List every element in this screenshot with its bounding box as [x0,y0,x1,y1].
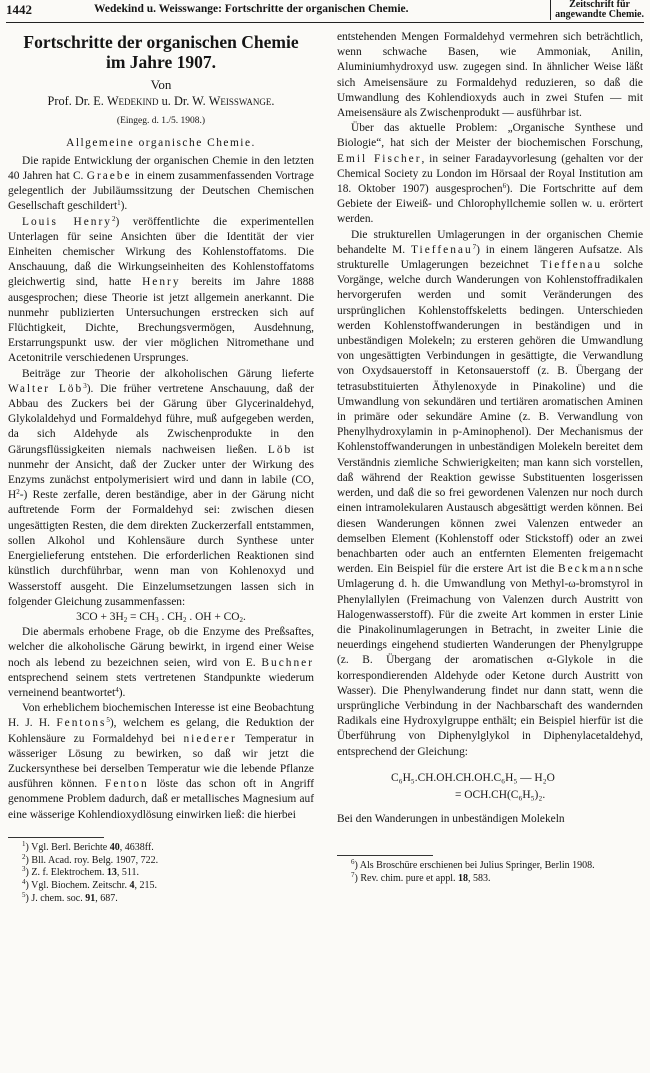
journal-line-2: angewandte Chemie. [555,9,644,20]
paragraph: Louis Henry$^2$) veröffentlichte die experimentellen Unterlagen für seine Ansichten über die Identität der vier Einheiten chemischer Wirkung des Kohlenstoffatoms. Die Anschauung, daß die Wirkungseinheiten des Kohlenstoffatoms gleichwertig sind, hatte Henry bereits im Jahre 1888 ausgesprochen; diese Theorie ist jetzt allgemein anerkannt. Die nunmehr publizierten Untersuchungen erstrecken sich auf Flüchtigkeit, Dichte, Brechungsvermögen, Ausdehnung, Erstarrungspunkt usw. der vier möglichen Nitromethane und Acetonitrile verschiedenen Ursprunges. [8,214,314,365]
page-header [6,2,644,23]
footnote: $^4$) Vgl. Biochem. Zeitschr. 4, 215. [22,878,157,892]
footnote: $^1$) Vgl. Berl. Berichte 40, 4638ff. [22,839,154,853]
author-weisswange: Weisswange [208,94,272,109]
journal-name [550,0,644,20]
article-title [8,32,314,72]
page-number: 1442 [6,2,32,17]
right-column [337,30,643,886]
paragraph: Die rapide Entwicklung der organischen Chemie in den letzten 40 Jahren hat C. Graebe in einem zusammenfassenden Vortrage gelegentlich der Jubiläumssitzung der Deutschen Chemischen Gesellschaft geschildert$^1$). [8,154,314,213]
authors-line: Prof. Dr. E. Wedekind u. Dr. W. Weisswange. [47,94,275,109]
formula-line-2: = OCH.CH(C₆H₅)₂. [455,788,546,801]
footnote: $^7$) Rev. chim. pure et appl. 18, 583. [351,870,491,884]
footnote: $^6$) Als Broschüre erschienen bei Julius Springer, Berlin 1908. [351,857,595,871]
journal-line-1: Zeitschrift für [569,0,630,10]
paragraph: Von erheblichem biochemischen Interesse ist eine Beobachtung H. J. H. Fentons$^5$), welchem es gelang, die Reduktion der Kohlensäure zu Formaldehyd bei niederer Temperatur in wässeriger Lösung zu bewirken, so daß wir jetzt die Zuckersynthese bei derselben Temperatur wie die lebende Pflanze ausführen können. Fenton löste das schon oft in Angriff genommene Problem dadurch, daß er metallisches Magnesium auf eine wässerige Kohlendioxydlösung einwirken ließ: die hierbei [8,702,314,821]
footnotes-left [8,839,314,906]
paragraph: Über das aktuelle Problem: „Organische Synthese und Biologie“, hat sich der Meister der biochemischen Forschung, Emil Fischer, in seiner Faradayvorlesung (gehalten vor der Chemical Society zu London im Hörsaal der Royal Institution am 18. Oktober 1907) ausgesprochen$^6$). Die Fortschritte auf dem Gebiete der Eiweiß- und Chlorophyllchemie sollen w. u. erörtert werden. [337,122,643,226]
section-heading: Allgemeine organische Chemie. [66,136,256,149]
footnote: $^2$) Bll. Acad. roy. Belg. 1907, 722. [22,852,159,866]
equation-fermentation: $3CO + 3H_2 = CH_3$ . $CH_2$ . OH + $CO_2$. [76,610,246,624]
footnote-rule [8,837,104,838]
byline-von: Von [150,77,172,92]
title-line-2: im Jahre 1907. [105,52,217,72]
footnote: $^3$) Z. f. Elektrochem. 13, 511. [22,865,139,879]
left-column [8,30,314,906]
paragraph: entstehenden Mengen Formaldehyd vermehren sich beträchtlich, wenn schwache Basen, wie Ammoniak, Anilin, Aluminiumhydroxyd usw. zugegen sind. In ähnlicher Weise läßt sich Ameisensäure zu Formaldehyd reduzieren, so daß die Umwandlung des Kohlendioxyds auch in zwei Stufen — mit Ameisensäure als Zwischenprodukt — ausführbar ist. [337,31,643,120]
formula-line-1: C₆H₅.CH.OH.CH.OH.C₆H₅ — H₂O [391,771,555,784]
paragraph: Beiträge zur Theorie der alkoholischen Gärung lieferte Walter Löb$^3$). Die früher vertretene Anschauung, daß der Abbau des Zuckers bei der Gärung über Glycerinaldehyd, Glykolaldehyd und Formaldehyd führe, muß aufgegeben werden, da sich Aldehyde als Zwischenprodukte in den Gärungsflüssigkeiten niemals nachweisen ließen. Löb ist nunmehr der Ansicht, daß der Zucker unter der Wirkung des Enzyms zunächst entpolymerisiert wird und dann in labile (CO, $H^2-$) Reste zerfalle, deren beständige, aber in der Gärung nicht auftretende Form der Formaldehyd sei: zwischen diesen ungesättigten Resten, die dem direkten Zuckerzerfall entstammen, sollen Alkohol und Kohlensäure durch Synthese unter Energielieferung entstehen. Die erforderlichen Reaktionen sind künstlich durchführbar, wenn man von Kohlenoxyd und Wasserstoff ausgeht. Die Einzelumsetzungen lassen sich in folgender Gleichung zusammenfassen: [8,367,314,608]
footnote-rule [337,855,433,856]
received-date: (Eingeg. d. 1./5. 1908.) [116,116,206,127]
paragraph: Die abermals erhobene Frage, ob die Enzyme des Preßsaftes, welcher die alkoholische Gärung bewirkt, in irgend einer Weise noch als lebend zu bezeichnen seien, wird von E. Buchner entsprechend seinem stets vertretenen Standpunkte wiederum verneinend beantwortet$^4$). [8,626,314,699]
paragraph: Bei den Wanderungen in unbeständigen Molekeln [337,812,565,825]
title-line-1: Fortschritte der organischen Chemie [23,32,299,52]
equation-diphenylglycol [391,770,643,804]
footnote: $^5$) J. chem. soc. 91, 687. [22,890,118,904]
author-wedekind: Wedekind [106,94,159,109]
running-title: Wedekind u. Weisswange: Fortschritte der organischen Chemie. [94,3,409,15]
footnotes-right [337,857,643,886]
paragraph: Die strukturellen Umlagerungen in der organischen Chemie behandelte M. Tieffenau$^7$) in einem längeren Aufsatze. Als strukturelle Umlagerungen bezeichnet Tieffenau solche Vorgänge, welche durch Wanderungen von Kohlenstoffradikalen hervorgerufen werden und somit Veränderungen des ursprünglichen Kohlenstoffskeletts bedingen. Unterschieden werden Kohlenstoffwanderungen in beständigen und in unbeständigen Molekeln; zu ersteren gehören die Umwandlung von ungesättigten Verbindungen in gesättigte, die Verwandlung von Oxydsauerstoff in Ketonsauerstoff (z. B. Übergang der tetrasubstituierten Äthylenoxyde in Pinakoline) und die Umwandlung von sekundären und tertiären aromatischen Aminen in primäre oder sekundäre Amine (z. B. Verwandlung von Phenylhydroxylamin in p-Aminophenol). Der Mechanismus der Kohlenstoffwanderungen in unbeständigen Molekeln bereitet dem Verständnis ziemliche Schwierigkeiten; man kann sich vorstellen, daß während der Reaktion gewisse Substituenten losgerissen werden, und daß die so frei gewordenen Valenzen nur noch durch einen intramolekularen Austausch abgesättigt werden können. Bei diesen Wanderungen können zwei Valenzen entweder an demselben Element (Kohlenstoff oder Stickstoff) oder an zwei benachbarten oder auch an entfernten Elementen freigemacht werden. Ein Beispiel für die erstere Art ist die Beckmannsche Umlagerung d. h. die Umwandlung von Methyl-ω-bromstyrol in Phenylallylen (Freimachung von Valenzen durch Austritt von Halogenwasserstoff). Für die zweite Art kommen in erster Linie die Pinakolinumlagerungen in Betracht, in zweiter Linie die neuerdings eingehend studierten Wanderungen der Phenylgruppe (z. B. Übergang der aromatischen α-Glykole in die korrespondierenden Aldehyde oder Ketone durch Austritt von Wasser). Die Phenylwanderung findet nur dann statt, wenn die ursprüngliche Verbindung in der Nachbarschaft des wandernden Radikals eine Hydroxylgruppe enthält; ein Beispiel hierfür ist die Überführung von Diphenylglykol in Diphenylacetaldehyd, entsprechend der Gleichung: [337,228,643,758]
